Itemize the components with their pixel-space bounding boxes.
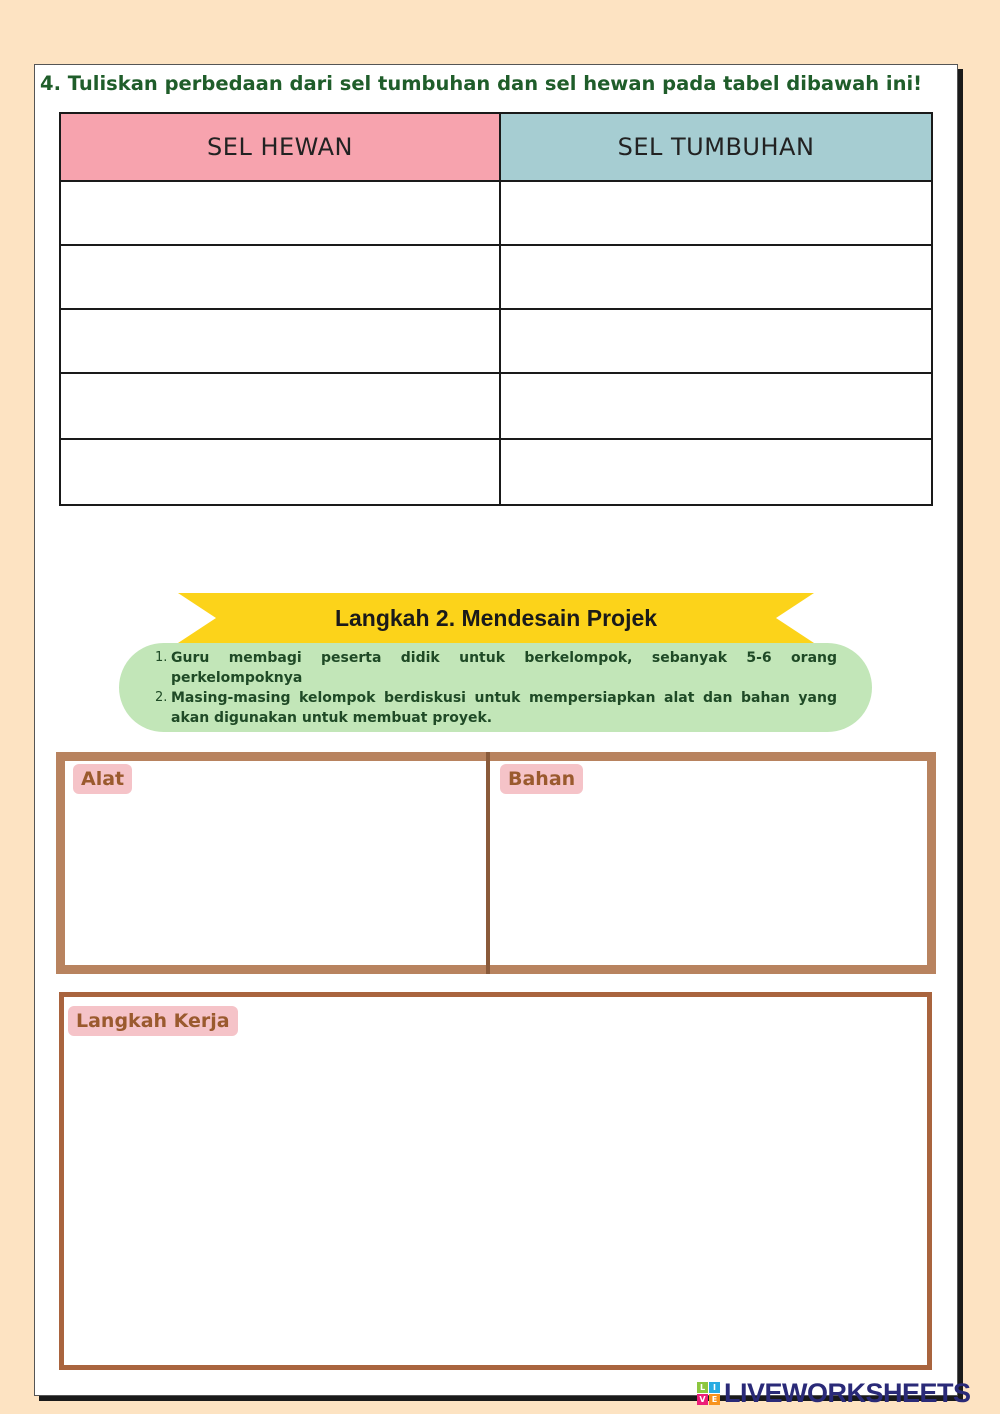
alat-bahan-answer-box[interactable] [56, 752, 936, 974]
table-row [60, 373, 932, 439]
langkah-kerja-answer-box[interactable] [59, 992, 932, 1370]
answer-cell-hewan[interactable] [60, 439, 500, 505]
table-header-row [60, 113, 932, 181]
answer-cell-hewan[interactable] [60, 309, 500, 373]
section-title: Langkah 2. Mendesain Projek [334, 605, 658, 631]
logo-letter: L [697, 1382, 708, 1393]
logo-letter: I [709, 1382, 720, 1393]
list-item [155, 688, 837, 728]
liveworksheets-brand [697, 1378, 971, 1409]
step-number: 1. [155, 650, 168, 665]
table-row [60, 439, 932, 505]
answer-cell-hewan[interactable] [60, 373, 500, 439]
logo-letter: V [697, 1394, 708, 1405]
answer-cell-tumbuhan[interactable] [500, 245, 932, 309]
table-row [60, 245, 932, 309]
bahan-label: Bahan [500, 764, 583, 794]
alat-label: Alat [73, 764, 132, 794]
list-item [155, 648, 837, 688]
answer-cell-tumbuhan[interactable] [500, 373, 932, 439]
step-number: 2. [155, 690, 168, 705]
answer-cell-tumbuhan[interactable] [500, 181, 932, 245]
header-sel-tumbuhan: SEL TUMBUHAN [500, 113, 932, 181]
box-divider [486, 752, 490, 974]
logo-letter: E [709, 1394, 720, 1405]
step-text: Masing-masing kelompok berdiskusi untuk mempersiapkan alat dan bahan yang akan digunakan untuk membuat proyek. [171, 690, 837, 726]
steps-list [155, 648, 837, 728]
question-title: 4. Tuliskan perbedaan dari sel tumbuhan dan sel hewan pada tabel dibawah ini! [40, 72, 923, 95]
step-text: Guru membagi peserta didik untuk berkelompok, sebanyak 5-6 orang perkelompoknya [171, 650, 837, 686]
comparison-table [59, 112, 933, 506]
table-row [60, 309, 932, 373]
section-ribbon [178, 593, 814, 643]
answer-cell-hewan[interactable] [60, 181, 500, 245]
answer-cell-hewan[interactable] [60, 245, 500, 309]
table-row [60, 181, 932, 245]
brand-text: LIVEWORKSHEETS [724, 1378, 971, 1408]
answer-cell-tumbuhan[interactable] [500, 439, 932, 505]
answer-cell-tumbuhan[interactable] [500, 309, 932, 373]
liveworksheets-logo-icon [697, 1382, 720, 1405]
header-sel-hewan: SEL HEWAN [60, 113, 500, 181]
langkah-kerja-label: Langkah Kerja [68, 1006, 238, 1036]
